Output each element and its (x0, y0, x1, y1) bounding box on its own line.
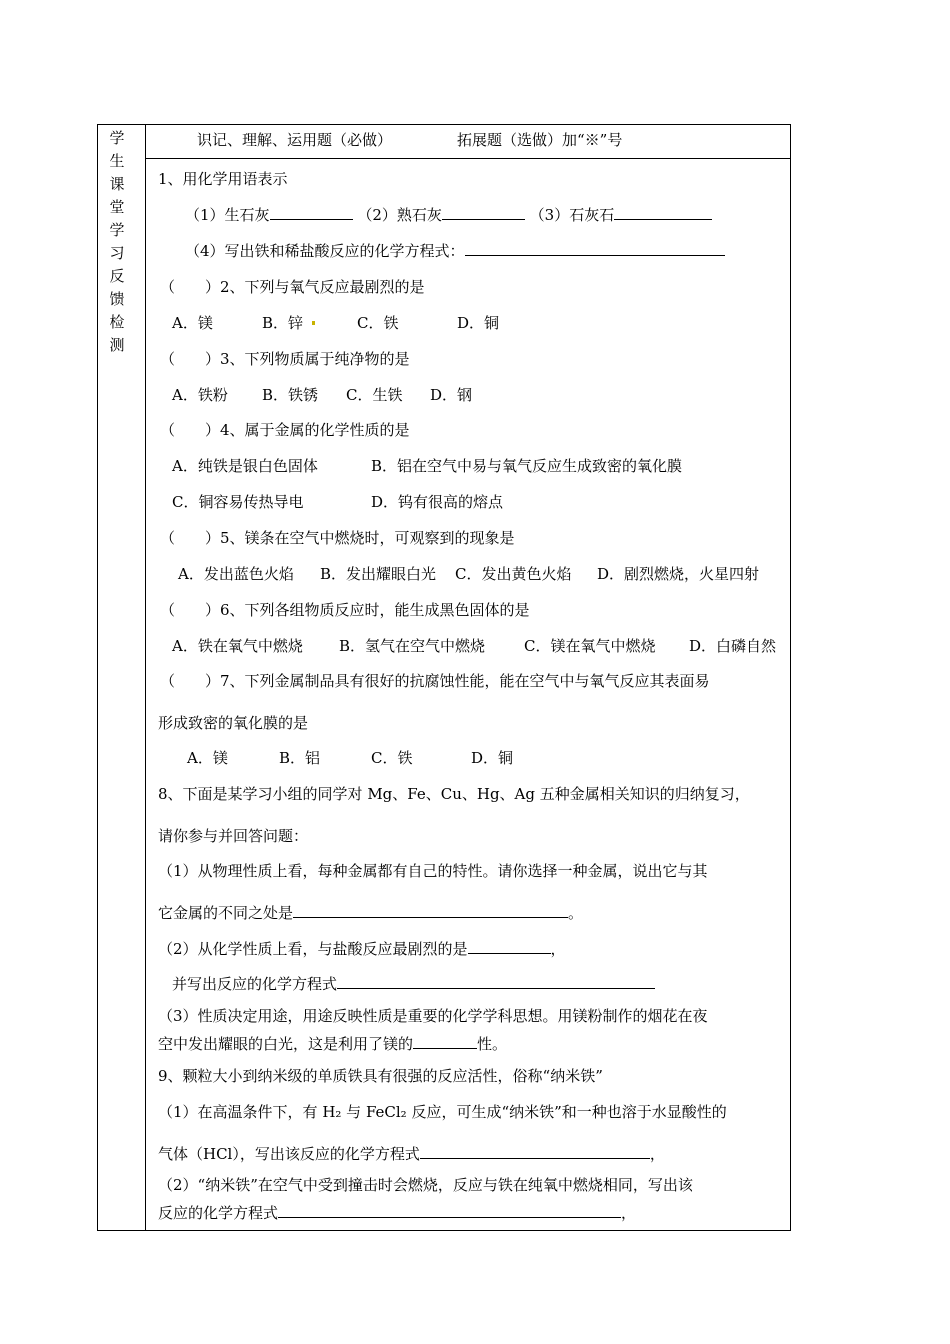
q1-d-row (185, 240, 725, 261)
q8-line (158, 1033, 507, 1054)
q2-option: C．铁 (357, 314, 399, 332)
q8-4-blank[interactable] (413, 1034, 477, 1049)
q8-line: （3）性质决定用途，用途反映性质是重要的化学学科思想。用镁粉制作的烟花在夜 (158, 1007, 708, 1025)
q9-line (158, 1202, 636, 1223)
q8-text: 它金属的不同之处是 (158, 904, 294, 922)
q9-line: （2）“纳米铁”在空气中受到撞击时会燃烧，反应与铁在纯氧中燃烧相同，写出该 (158, 1176, 693, 1194)
side-label (104, 127, 130, 357)
q9-text: ， (649, 1145, 665, 1163)
q5-option: B．发出耀眼白光 (320, 565, 437, 583)
q4-option: B．铝在空气中易与氧气反应生成致密的氧化膜 (371, 457, 683, 475)
q7-option: A．镁 (187, 749, 228, 767)
q9-text: 反应的化学方程式 (158, 1204, 279, 1222)
side-char: 生 (109, 152, 125, 170)
q7-stem-cont: 形成致密的氧化膜的是 (158, 714, 309, 732)
q1-d-blank[interactable] (465, 241, 725, 256)
q4-option: A．纯铁是银白色固体 (172, 457, 318, 475)
q6-option: B．氢气在空气中燃烧 (339, 637, 486, 655)
q7-option: C．铁 (371, 749, 413, 767)
q9-2-blank[interactable] (278, 1203, 621, 1218)
side-char: 课 (109, 175, 125, 193)
q8-text: （2）从化学性质上看，与盐酸反应最剧烈的是 (158, 940, 468, 958)
side-char: 测 (109, 336, 125, 354)
q9-line: （1）在高温条件下，有 H₂ 与 FeCl₂ 反应，可生成“纳米铁”和一种也溶于水显酸性的 (158, 1103, 727, 1121)
side-char: 学 (109, 221, 125, 239)
q3-stem: （ ）3、下列物质属于纯净物的是 (160, 350, 410, 368)
q8-line: 请你参与并回答问题： (158, 827, 309, 845)
header-optional: 拓展题（选做）加“※”号 (457, 131, 623, 149)
q1-d-label: （4）写出铁和稀盐酸反应的化学方程式： (185, 242, 465, 260)
side-char: 检 (109, 313, 125, 331)
q4-option: D．钨有很高的熔点 (371, 493, 504, 511)
q1-a-blank[interactable] (270, 205, 353, 220)
q3-option: B．铁锈 (262, 386, 319, 404)
side-char: 堂 (109, 198, 125, 216)
q5-stem: （ ）5、镁条在空气中燃烧时，可观察到的现象是 (160, 529, 515, 547)
q5-option: A．发出蓝色火焰 (178, 565, 294, 583)
q6-option: D．白磷自然 (689, 637, 777, 655)
q9-text: 气体（HCl），写出该反应的化学方程式 (158, 1145, 420, 1163)
q2-option: B．锌 (262, 314, 304, 332)
q8-1-blank[interactable] (293, 903, 568, 918)
q8-line (158, 938, 566, 959)
q2-option: A．镁 (172, 314, 213, 332)
q6-option: A．铁在氧气中燃烧 (172, 637, 303, 655)
q6-option: C．镁在氧气中燃烧 (524, 637, 656, 655)
q8-text: ， (550, 940, 566, 958)
q9-1-blank[interactable] (420, 1144, 650, 1159)
q8-text: 空中发出耀眼的白光，这是利用了镁的 (158, 1035, 414, 1053)
q1-b-label: （2）熟石灰 (357, 206, 442, 224)
q1-b-blank[interactable] (442, 205, 525, 220)
q8-text: 。 (568, 904, 584, 922)
header-required: 识记、理解、运用题（必做） (197, 131, 393, 149)
q1-c-blank[interactable] (614, 205, 712, 220)
q3-option: C．生铁 (346, 386, 403, 404)
q8-3-blank[interactable] (337, 974, 655, 989)
q8-text: 并写出反应的化学方程式 (172, 975, 338, 993)
side-char: 习 (109, 244, 125, 262)
side-char: 馈 (109, 290, 125, 308)
q9-line: 9、颗粒大小到纳米级的单质铁具有很强的反应活性，俗称“纳米铁” (158, 1067, 603, 1085)
q5-option: C．发出黄色火焰 (455, 565, 572, 583)
side-char: 反 (109, 267, 125, 285)
q8-line (158, 902, 583, 923)
q1-c-label: （3）石灰石 (529, 206, 615, 224)
q3-option: D．钢 (430, 386, 473, 404)
q1-row (185, 204, 712, 225)
q3-option: A．铁粉 (172, 386, 228, 404)
q8-2-blank[interactable] (468, 939, 551, 954)
q8-line: 8、下面是某学习小组的同学对 Mg、Fe、Cu、Hg、Ag 五种金属相关知识的归纳复习， (158, 785, 750, 803)
q8-line: （1）从物理性质上看，每种金属都有自己的特性。请你选择一种金属，说出它与其 (158, 862, 708, 880)
q5-option: D．剧烈燃烧，火星四射 (597, 565, 760, 583)
header-divider (145, 158, 791, 159)
column-divider (145, 124, 146, 1231)
side-char: 学 (109, 129, 125, 147)
q4-option: C．铜容易传热导电 (172, 493, 304, 511)
q9-text: ， (621, 1204, 637, 1222)
q7-option: B．铝 (279, 749, 321, 767)
q7-stem: （ ）7、下列金属制品具有很好的抗腐蚀性能，能在空气中与氧气反应其表面易 (160, 672, 710, 690)
q6-stem: （ ）6、下列各组物质反应时，能生成黑色固体的是 (160, 601, 530, 619)
q4-stem: （ ）4、属于金属的化学性质的是 (160, 421, 410, 439)
q8-line (172, 973, 655, 994)
q2-option: D．铜 (457, 314, 500, 332)
q1-title: 1、用化学用语表示 (158, 170, 288, 188)
q7-option: D．铜 (471, 749, 514, 767)
stray-mark (312, 321, 315, 325)
q1-a-label: （1）生石灰 (185, 206, 270, 224)
q2-stem: （ ）2、下列与氧气反应最剧烈的是 (160, 278, 425, 296)
q8-text: 性。 (477, 1035, 508, 1053)
q9-line (158, 1143, 665, 1164)
